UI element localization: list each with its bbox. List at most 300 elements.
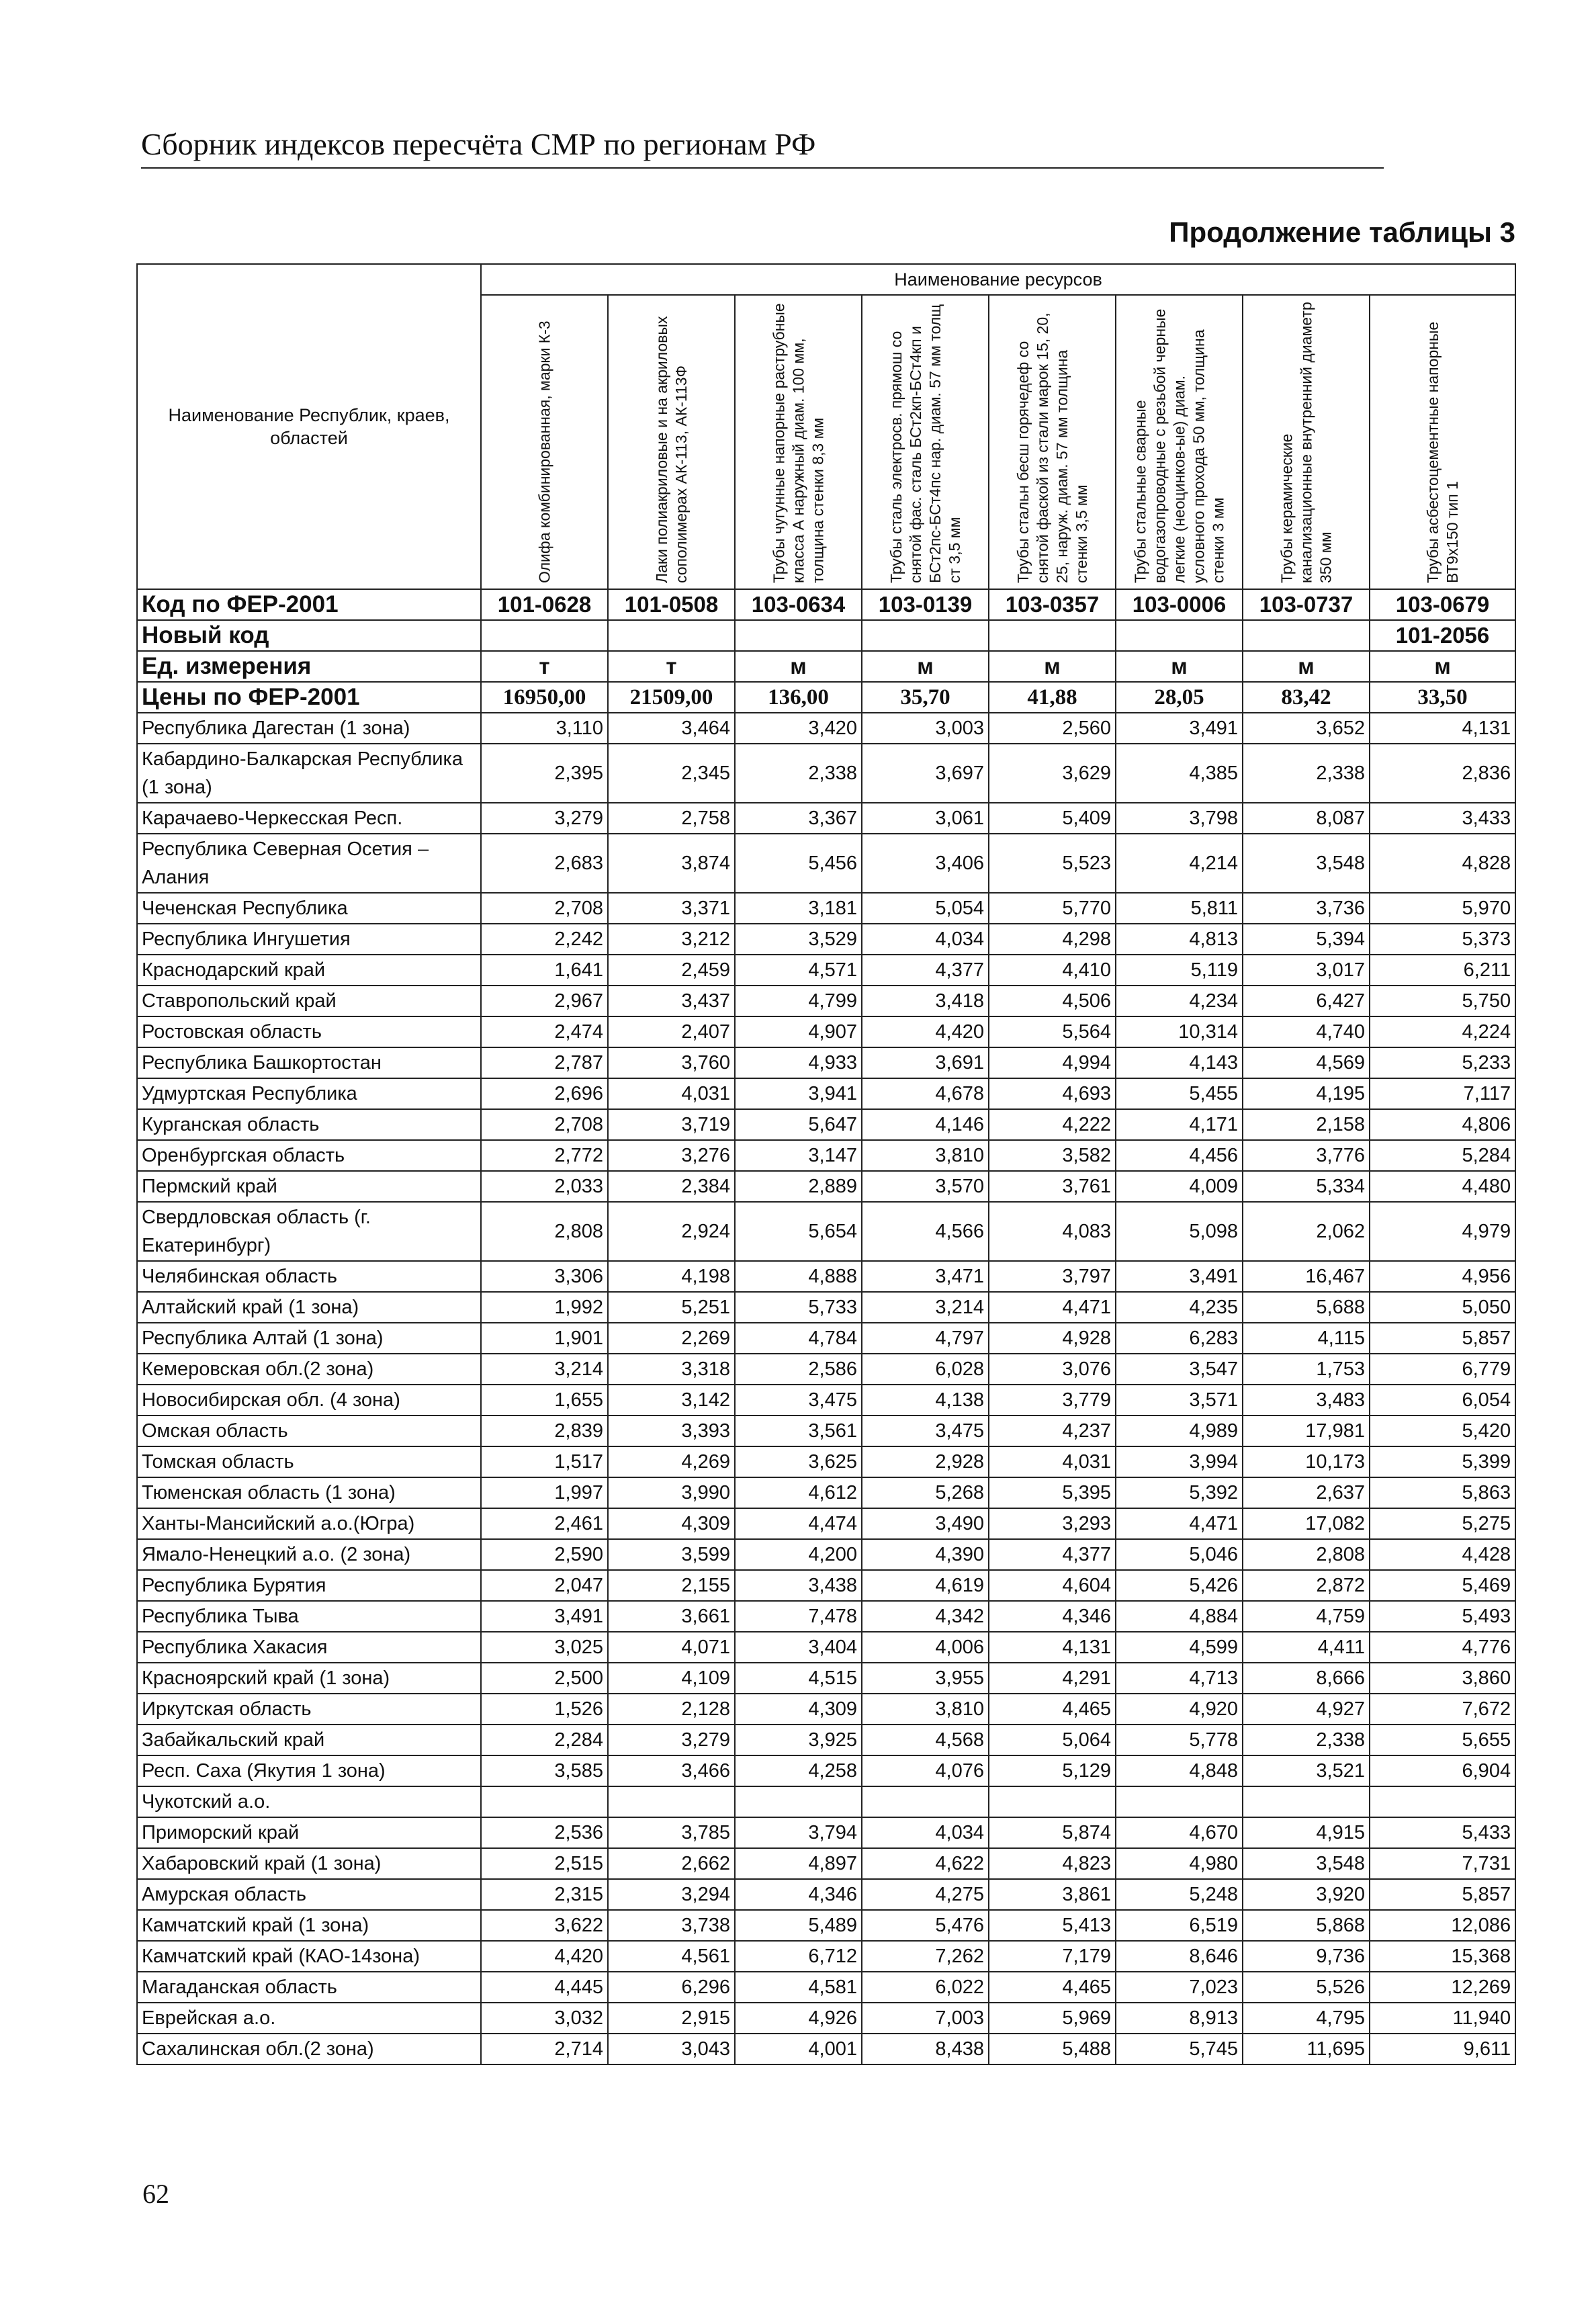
index-value bbox=[1370, 1786, 1515, 1817]
index-value: 5,469 bbox=[1370, 1570, 1515, 1601]
index-value: 5,268 bbox=[862, 1477, 989, 1508]
fer-code-cell: 103-0357 bbox=[989, 589, 1116, 620]
region-name: Республика Хакасия bbox=[137, 1632, 481, 1663]
table-row bbox=[137, 1879, 1515, 1910]
index-value: 6,712 bbox=[735, 1941, 862, 1972]
index-value: 4,759 bbox=[1243, 1601, 1370, 1632]
table-row bbox=[137, 1848, 1515, 1879]
index-value: 2,033 bbox=[481, 1171, 608, 1202]
region-name: Камчатский край (1 зона) bbox=[137, 1910, 481, 1941]
index-value: 4,806 bbox=[1370, 1109, 1515, 1140]
index-value: 3,570 bbox=[862, 1171, 989, 1202]
region-name: Магаданская область bbox=[137, 1972, 481, 2003]
region-name: Чеченская Республика bbox=[137, 893, 481, 924]
index-value: 3,181 bbox=[735, 893, 862, 924]
index-value: 6,427 bbox=[1243, 986, 1370, 1016]
index-value: 3,571 bbox=[1116, 1385, 1243, 1416]
region-name: Хабаровский край (1 зона) bbox=[137, 1848, 481, 1879]
index-value: 2,459 bbox=[608, 955, 735, 986]
region-name: Алтайский край (1 зона) bbox=[137, 1292, 481, 1323]
index-value: 5,733 bbox=[735, 1292, 862, 1323]
resource-column-header bbox=[1116, 295, 1243, 589]
new-code-cell bbox=[735, 620, 862, 651]
index-value: 2,708 bbox=[481, 893, 608, 924]
index-value: 7,672 bbox=[1370, 1694, 1515, 1725]
index-value: 3,798 bbox=[1116, 803, 1243, 834]
index-value: 2,338 bbox=[1243, 1725, 1370, 1755]
index-value: 4,907 bbox=[735, 1016, 862, 1047]
index-value: 3,794 bbox=[735, 1817, 862, 1848]
page-number: 62 bbox=[142, 2179, 169, 2209]
index-value: 4,926 bbox=[735, 2003, 862, 2034]
index-value: 4,195 bbox=[1243, 1078, 1370, 1109]
index-value: 6,904 bbox=[1370, 1755, 1515, 1786]
index-value: 1,992 bbox=[481, 1292, 608, 1323]
resources-group-header: Наименование ресурсов bbox=[481, 264, 1515, 295]
index-value: 2,474 bbox=[481, 1016, 608, 1047]
index-value: 2,758 bbox=[608, 803, 735, 834]
index-value: 5,523 bbox=[989, 834, 1116, 893]
resource-column-header bbox=[989, 295, 1116, 589]
index-value: 7,262 bbox=[862, 1941, 989, 1972]
index-value: 5,770 bbox=[989, 893, 1116, 924]
index-value: 4,515 bbox=[735, 1663, 862, 1694]
index-value: 2,637 bbox=[1243, 1477, 1370, 1508]
index-value: 5,811 bbox=[1116, 893, 1243, 924]
region-name: Тюменская область (1 зона) bbox=[137, 1477, 481, 1508]
index-value: 4,031 bbox=[989, 1446, 1116, 1477]
region-name: Ямало-Ненецкий а.о. (2 зона) bbox=[137, 1539, 481, 1570]
index-value: 3,785 bbox=[608, 1817, 735, 1848]
region-name: Республика Алтай (1 зона) bbox=[137, 1323, 481, 1354]
index-value: 2,047 bbox=[481, 1570, 608, 1601]
index-value: 3,471 bbox=[862, 1261, 989, 1292]
index-value: 4,377 bbox=[862, 955, 989, 986]
fer-code-cell: 103-0634 bbox=[735, 589, 862, 620]
index-value: 4,445 bbox=[481, 1972, 608, 2003]
index-value: 5,476 bbox=[862, 1910, 989, 1941]
index-value: 4,693 bbox=[989, 1078, 1116, 1109]
index-value: 4,897 bbox=[735, 1848, 862, 1879]
index-value: 2,242 bbox=[481, 924, 608, 955]
index-value: 2,928 bbox=[862, 1446, 989, 1477]
index-value: 3,955 bbox=[862, 1663, 989, 1694]
index-value: 7,731 bbox=[1370, 1848, 1515, 1879]
index-value: 17,981 bbox=[1243, 1416, 1370, 1446]
index-value: 4,235 bbox=[1116, 1292, 1243, 1323]
table-row bbox=[137, 1972, 1515, 2003]
region-name: Амурская область bbox=[137, 1879, 481, 1910]
table-row bbox=[137, 1016, 1515, 1047]
table-row bbox=[137, 1508, 1515, 1539]
resource-column-header bbox=[1243, 295, 1370, 589]
resource-column-label: Трубы стальные сварные водогазопроводные с резьбой черные легкие (неоцинков-ые) диам. условного прохода 50 мм, толщина стенки 3 мм bbox=[1131, 308, 1227, 583]
index-value: 4,848 bbox=[1116, 1755, 1243, 1786]
index-value: 3,043 bbox=[608, 2034, 735, 2064]
price-cell: 83,42 bbox=[1243, 682, 1370, 713]
index-value: 4,034 bbox=[862, 924, 989, 955]
index-value bbox=[608, 1786, 735, 1817]
table-row bbox=[137, 1354, 1515, 1385]
index-value: 2,500 bbox=[481, 1663, 608, 1694]
index-value: 6,296 bbox=[608, 1972, 735, 2003]
new-code-cell bbox=[481, 620, 608, 651]
resource-column-label: Трубы асбестоцементные напорные ВТ9х150 тип 1 bbox=[1423, 321, 1461, 583]
index-value: 5,526 bbox=[1243, 1972, 1370, 2003]
index-value: 4,237 bbox=[989, 1416, 1116, 1446]
unit-cell: м bbox=[1370, 651, 1515, 682]
index-value: 3,306 bbox=[481, 1261, 608, 1292]
index-value: 3,599 bbox=[608, 1539, 735, 1570]
price-cell: 21509,00 bbox=[608, 682, 735, 713]
index-value: 3,076 bbox=[989, 1354, 1116, 1385]
index-value: 3,491 bbox=[1116, 713, 1243, 744]
table-row bbox=[137, 1725, 1515, 1755]
index-value: 3,925 bbox=[735, 1725, 862, 1755]
index-value: 2,269 bbox=[608, 1323, 735, 1354]
index-value: 1,997 bbox=[481, 1477, 608, 1508]
index-value: 4,678 bbox=[862, 1078, 989, 1109]
region-name: Приморский край bbox=[137, 1817, 481, 1848]
index-value: 4,599 bbox=[1116, 1632, 1243, 1663]
index-value: 4,828 bbox=[1370, 834, 1515, 893]
newcode-label: Новый код bbox=[137, 620, 481, 651]
index-value: 4,622 bbox=[862, 1848, 989, 1879]
region-name: Оренбургская область bbox=[137, 1140, 481, 1171]
table-row bbox=[137, 713, 1515, 744]
index-value: 4,888 bbox=[735, 1261, 862, 1292]
table-row bbox=[137, 1171, 1515, 1202]
code-row bbox=[137, 589, 1515, 620]
index-value: 8,913 bbox=[1116, 2003, 1243, 2034]
index-table bbox=[136, 263, 1516, 2065]
index-value bbox=[1116, 1786, 1243, 1817]
index-value: 5,399 bbox=[1370, 1446, 1515, 1477]
index-value: 5,654 bbox=[735, 1202, 862, 1261]
index-value: 5,745 bbox=[1116, 2034, 1243, 2064]
index-value: 5,098 bbox=[1116, 1202, 1243, 1261]
table-row bbox=[137, 1446, 1515, 1477]
index-value: 2,155 bbox=[608, 1570, 735, 1601]
resource-column-header bbox=[862, 295, 989, 589]
index-value bbox=[989, 1786, 1116, 1817]
index-value: 4,001 bbox=[735, 2034, 862, 2064]
index-value: 6,779 bbox=[1370, 1354, 1515, 1385]
index-value: 5,456 bbox=[735, 834, 862, 893]
index-value: 4,920 bbox=[1116, 1694, 1243, 1725]
table-row bbox=[137, 1416, 1515, 1446]
region-name: Ставропольский край bbox=[137, 986, 481, 1016]
index-value: 2,889 bbox=[735, 1171, 862, 1202]
index-value: 5,493 bbox=[1370, 1601, 1515, 1632]
index-value bbox=[735, 1786, 862, 1817]
index-value: 5,857 bbox=[1370, 1323, 1515, 1354]
resource-column-label: Трубы чугунные напорные раструбные класса А наружный диам. 100 мм, толщина стенки 8,3 мм bbox=[770, 303, 826, 583]
index-value: 3,418 bbox=[862, 986, 989, 1016]
index-value: 5,119 bbox=[1116, 955, 1243, 986]
table-row bbox=[137, 803, 1515, 834]
index-value: 4,884 bbox=[1116, 1601, 1243, 1632]
index-value: 3,420 bbox=[735, 713, 862, 744]
table-row bbox=[137, 1786, 1515, 1817]
index-value: 3,547 bbox=[1116, 1354, 1243, 1385]
index-value: 4,604 bbox=[989, 1570, 1116, 1601]
index-value: 5,688 bbox=[1243, 1292, 1370, 1323]
index-value: 2,536 bbox=[481, 1817, 608, 1848]
index-value: 4,291 bbox=[989, 1663, 1116, 1694]
index-value: 3,874 bbox=[608, 834, 735, 893]
index-value: 5,874 bbox=[989, 1817, 1116, 1848]
table-row bbox=[137, 1663, 1515, 1694]
region-name: Красноярский край (1 зона) bbox=[137, 1663, 481, 1694]
region-name: Республика Ингушетия bbox=[137, 924, 481, 955]
index-value: 2,808 bbox=[481, 1202, 608, 1261]
index-value: 5,129 bbox=[989, 1755, 1116, 1786]
index-value: 2,062 bbox=[1243, 1202, 1370, 1261]
index-value: 5,409 bbox=[989, 803, 1116, 834]
index-value: 4,561 bbox=[608, 1941, 735, 1972]
index-value: 5,233 bbox=[1370, 1047, 1515, 1078]
index-value: 2,872 bbox=[1243, 1570, 1370, 1601]
index-value: 4,342 bbox=[862, 1601, 989, 1632]
index-value: 3,994 bbox=[1116, 1446, 1243, 1477]
index-value: 3,464 bbox=[608, 713, 735, 744]
resource-column-header bbox=[735, 295, 862, 589]
index-value: 2,560 bbox=[989, 713, 1116, 744]
page-header: Сборник индексов пересчёта СМР по регионам РФ bbox=[141, 126, 1384, 169]
unit-label: Ед. измерения bbox=[137, 651, 481, 682]
fer-code-cell: 103-0006 bbox=[1116, 589, 1243, 620]
index-value: 4,619 bbox=[862, 1570, 989, 1601]
index-value: 2,407 bbox=[608, 1016, 735, 1047]
table-row bbox=[137, 1078, 1515, 1109]
index-value: 3,797 bbox=[989, 1261, 1116, 1292]
unit-cell: м bbox=[989, 651, 1116, 682]
unit-cell: т bbox=[481, 651, 608, 682]
index-value: 5,868 bbox=[1243, 1910, 1370, 1941]
index-value: 3,404 bbox=[735, 1632, 862, 1663]
table-row bbox=[137, 2034, 1515, 2064]
index-value: 4,471 bbox=[989, 1292, 1116, 1323]
index-value: 3,475 bbox=[862, 1416, 989, 1446]
index-value: 5,564 bbox=[989, 1016, 1116, 1047]
index-value: 11,695 bbox=[1243, 2034, 1370, 2064]
index-value: 4,131 bbox=[989, 1632, 1116, 1663]
index-value: 2,345 bbox=[608, 744, 735, 803]
region-name: Свердловская область (г. Екатеринбург) bbox=[137, 1202, 481, 1261]
index-value: 3,561 bbox=[735, 1416, 862, 1446]
code-label: Код по ФЕР-2001 bbox=[137, 589, 481, 620]
index-value: 3,941 bbox=[735, 1078, 862, 1109]
table-row bbox=[137, 893, 1515, 924]
index-value: 3,776 bbox=[1243, 1140, 1370, 1171]
table-row bbox=[137, 834, 1515, 893]
region-name: Республика Северная Осетия – Алания bbox=[137, 834, 481, 893]
region-name: Сахалинская обл.(2 зона) bbox=[137, 2034, 481, 2064]
index-value: 3,691 bbox=[862, 1047, 989, 1078]
index-value: 5,655 bbox=[1370, 1725, 1515, 1755]
index-value: 4,083 bbox=[989, 1202, 1116, 1261]
index-value: 4,346 bbox=[989, 1601, 1116, 1632]
index-value: 4,465 bbox=[989, 1972, 1116, 2003]
index-value: 3,212 bbox=[608, 924, 735, 955]
index-value: 6,054 bbox=[1370, 1385, 1515, 1416]
region-name: Карачаево-Черкесская Респ. bbox=[137, 803, 481, 834]
index-value: 5,050 bbox=[1370, 1292, 1515, 1323]
region-name: Республика Башкортостан bbox=[137, 1047, 481, 1078]
index-value: 4,115 bbox=[1243, 1323, 1370, 1354]
index-value: 3,779 bbox=[989, 1385, 1116, 1416]
index-value: 5,054 bbox=[862, 893, 989, 924]
index-value: 3,861 bbox=[989, 1879, 1116, 1910]
index-value: 7,117 bbox=[1370, 1078, 1515, 1109]
index-value: 4,258 bbox=[735, 1755, 862, 1786]
region-name: Камчатский край (КАО-14зона) bbox=[137, 1941, 481, 1972]
index-value: 3,061 bbox=[862, 803, 989, 834]
index-value: 4,933 bbox=[735, 1047, 862, 1078]
table-row bbox=[137, 1477, 1515, 1508]
index-value: 4,269 bbox=[608, 1446, 735, 1477]
index-value: 6,283 bbox=[1116, 1323, 1243, 1354]
index-value: 3,810 bbox=[862, 1140, 989, 1171]
index-value: 5,863 bbox=[1370, 1477, 1515, 1508]
index-value: 3,438 bbox=[735, 1570, 862, 1601]
index-value: 5,420 bbox=[1370, 1416, 1515, 1446]
index-value: 4,428 bbox=[1370, 1539, 1515, 1570]
index-value: 1,753 bbox=[1243, 1354, 1370, 1385]
price-cell: 35,70 bbox=[862, 682, 989, 713]
table-row bbox=[137, 986, 1515, 1016]
new-code-cell bbox=[1116, 620, 1243, 651]
region-name: Ростовская область bbox=[137, 1016, 481, 1047]
index-value: 3,017 bbox=[1243, 955, 1370, 986]
index-value: 4,377 bbox=[989, 1539, 1116, 1570]
index-value: 2,384 bbox=[608, 1171, 735, 1202]
index-value: 3,622 bbox=[481, 1910, 608, 1941]
resource-column-header bbox=[481, 295, 608, 589]
index-value: 4,795 bbox=[1243, 2003, 1370, 2034]
index-value: 2,590 bbox=[481, 1539, 608, 1570]
index-value: 4,980 bbox=[1116, 1848, 1243, 1879]
index-value: 4,009 bbox=[1116, 1171, 1243, 1202]
region-name: Чукотский а.о. bbox=[137, 1786, 481, 1817]
table-row bbox=[137, 1047, 1515, 1078]
region-name: Республика Бурятия bbox=[137, 1570, 481, 1601]
index-value: 4,979 bbox=[1370, 1202, 1515, 1261]
index-value: 3,625 bbox=[735, 1446, 862, 1477]
table-row bbox=[137, 2003, 1515, 2034]
index-value: 3,736 bbox=[1243, 893, 1370, 924]
index-value: 2,683 bbox=[481, 834, 608, 893]
index-value: 4,200 bbox=[735, 1539, 862, 1570]
index-value: 3,719 bbox=[608, 1109, 735, 1140]
index-value: 3,406 bbox=[862, 834, 989, 893]
index-value: 5,433 bbox=[1370, 1817, 1515, 1848]
region-name: Кабардино-Балкарская Республика (1 зона) bbox=[137, 744, 481, 803]
index-value: 2,696 bbox=[481, 1078, 608, 1109]
index-value: 5,064 bbox=[989, 1725, 1116, 1755]
index-value: 4,956 bbox=[1370, 1261, 1515, 1292]
index-value: 3,582 bbox=[989, 1140, 1116, 1171]
index-value: 2,839 bbox=[481, 1416, 608, 1446]
index-value: 4,612 bbox=[735, 1477, 862, 1508]
index-value: 3,697 bbox=[862, 744, 989, 803]
table-row bbox=[137, 1202, 1515, 1261]
table-row bbox=[137, 1910, 1515, 1941]
table-row bbox=[137, 1570, 1515, 1601]
resource-column-header bbox=[608, 295, 735, 589]
index-value: 5,970 bbox=[1370, 893, 1515, 924]
index-value: 4,581 bbox=[735, 1972, 862, 2003]
index-value: 9,611 bbox=[1370, 2034, 1515, 2064]
index-value: 4,506 bbox=[989, 986, 1116, 1016]
index-value: 3,032 bbox=[481, 2003, 608, 2034]
index-value: 3,279 bbox=[481, 803, 608, 834]
table-row bbox=[137, 1694, 1515, 1725]
index-value: 4,109 bbox=[608, 1663, 735, 1694]
index-value: 4,198 bbox=[608, 1261, 735, 1292]
index-value bbox=[862, 1786, 989, 1817]
index-value: 4,214 bbox=[1116, 834, 1243, 893]
region-name: Еврейская а.о. bbox=[137, 2003, 481, 2034]
index-value: 3,294 bbox=[608, 1879, 735, 1910]
region-column-header: Наименование Республик, краев, областей bbox=[137, 264, 481, 589]
index-value: 5,489 bbox=[735, 1910, 862, 1941]
index-value: 5,275 bbox=[1370, 1508, 1515, 1539]
index-value: 3,920 bbox=[1243, 1879, 1370, 1910]
index-value: 3,491 bbox=[1116, 1261, 1243, 1292]
index-value: 2,787 bbox=[481, 1047, 608, 1078]
new-code-cell bbox=[608, 620, 735, 651]
index-value: 3,279 bbox=[608, 1725, 735, 1755]
index-value: 3,529 bbox=[735, 924, 862, 955]
unit-cell: м bbox=[1116, 651, 1243, 682]
newcode-row bbox=[137, 620, 1515, 651]
index-value: 5,373 bbox=[1370, 924, 1515, 955]
index-value: 10,314 bbox=[1116, 1016, 1243, 1047]
index-value: 2,924 bbox=[608, 1202, 735, 1261]
index-value: 5,857 bbox=[1370, 1879, 1515, 1910]
index-value: 4,784 bbox=[735, 1323, 862, 1354]
index-value: 3,761 bbox=[989, 1171, 1116, 1202]
region-name: Ханты-Мансийский а.о.(Югра) bbox=[137, 1508, 481, 1539]
resource-column-label: Олифа комбинированная, марки К-3 bbox=[535, 320, 553, 583]
new-code-cell bbox=[989, 620, 1116, 651]
index-value: 2,662 bbox=[608, 1848, 735, 1879]
index-value: 4,131 bbox=[1370, 713, 1515, 744]
index-value: 2,338 bbox=[735, 744, 862, 803]
index-value: 8,646 bbox=[1116, 1941, 1243, 1972]
index-value: 4,471 bbox=[1116, 1508, 1243, 1539]
unit-cell: м bbox=[735, 651, 862, 682]
index-value: 2,586 bbox=[735, 1354, 862, 1385]
resource-column-header bbox=[1370, 295, 1515, 589]
price-cell: 28,05 bbox=[1116, 682, 1243, 713]
index-value: 6,022 bbox=[862, 1972, 989, 2003]
index-value: 3,585 bbox=[481, 1755, 608, 1786]
index-value: 4,740 bbox=[1243, 1016, 1370, 1047]
index-value: 2,772 bbox=[481, 1140, 608, 1171]
index-value: 5,392 bbox=[1116, 1477, 1243, 1508]
table-row bbox=[137, 924, 1515, 955]
index-value: 2,461 bbox=[481, 1508, 608, 1539]
index-value: 3,491 bbox=[481, 1601, 608, 1632]
table-row bbox=[137, 1539, 1515, 1570]
index-value: 7,023 bbox=[1116, 1972, 1243, 2003]
index-value: 5,251 bbox=[608, 1292, 735, 1323]
new-code-cell bbox=[862, 620, 989, 651]
region-name: Челябинская область bbox=[137, 1261, 481, 1292]
